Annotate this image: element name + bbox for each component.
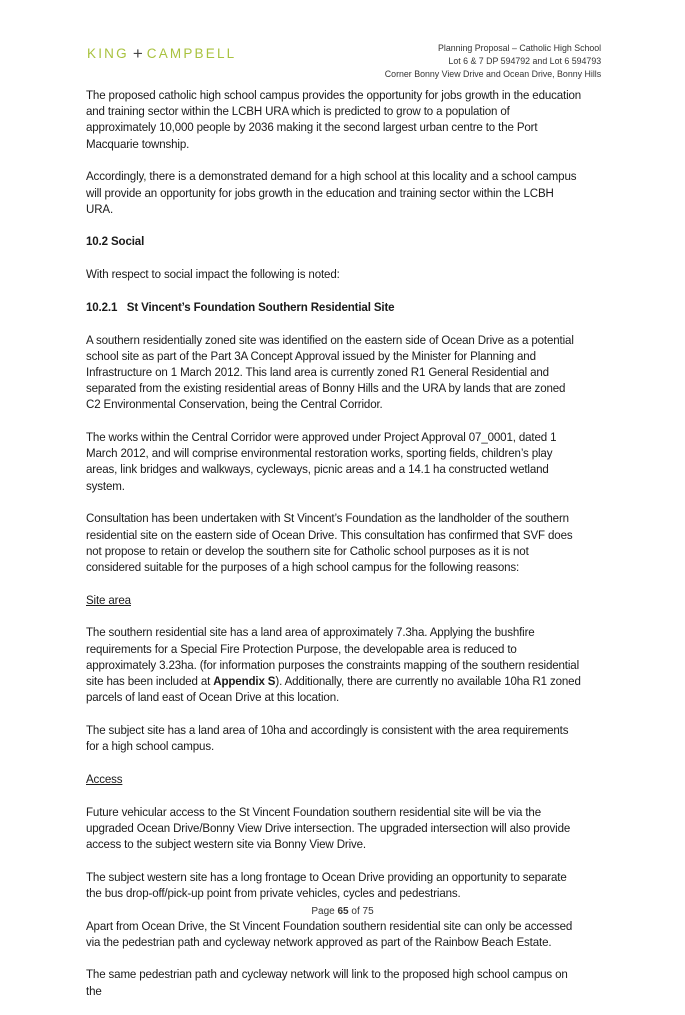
- subheading-site-area: Site area: [86, 592, 131, 607]
- paragraph-pedestrian-access: Apart from Ocean Drive, the St Vincent Foundation southern residential site can only be accessed via the pedestrian path and cycleway network approved as part of the Rainbow Beach Estate.: [86, 918, 573, 949]
- page-number: 65: [337, 906, 349, 917]
- paragraph-subject-site-area: The subject site has a land area of 10ha and accordingly is consistent with the area requirements for a high school campus.: [86, 722, 569, 754]
- paragraph-site-area: [86, 624, 583, 705]
- header-address: Corner Bonny View Drive and Ocean Drive, Bonny Hills: [384, 68, 601, 79]
- logo-text-king: KING: [87, 46, 129, 61]
- document-body: [86, 87, 583, 1015]
- site-area-text-2: ). Additionally, there are currently no available 10ha R1 zoned parcels of land east of Ocean Drive at this location.: [86, 673, 581, 705]
- footer-of: of: [348, 906, 363, 917]
- subheading-access: Access: [86, 771, 123, 786]
- paragraph-social-intro: With respect to social impact the following is noted:: [86, 267, 340, 282]
- document-header: [385, 41, 601, 80]
- logo-text-campbell: CAMPBELL: [146, 46, 237, 61]
- company-logo: [87, 43, 236, 63]
- paragraph-consultation: Consultation has been undertaken with St Vincent’s Foundation as the landholder of the southern residential site on the eastern side of Ocean Drive. This consultation has confirmed that SVF does not propose to retain or develop the southern site for Catholic school purposes as it is not considered suitable for the purposes of a high school campus for the following reasons:: [86, 511, 573, 574]
- header-lot: Lot 6 & 7 DP 594792 and Lot 6 594793: [448, 55, 601, 66]
- paragraph-southern-site: A southern residentially zoned site was identified on the eastern side of Ocean Drive as a potential school site as part of the Part 3A Concept Approval issued by the Minister for Planning and Infrastructure on 1 March 2012. This land area is currently zoned R1 General Residential and separated from the existing residential areas of Bonny Hills and the URA by lands that are zoned C2 Environmental Conservation, being the Central Corridor.: [86, 332, 574, 412]
- heading-st-vincent: [86, 299, 583, 315]
- paragraph-demand: Accordingly, there is a demonstrated demand for a high school at this locality and a school campus will provide an opportunity for jobs growth in the education and training sector within the LCBH URA.: [86, 169, 577, 216]
- heading-social: 10.2 Social: [86, 234, 145, 249]
- header-title: Planning Proposal – Catholic High School: [437, 42, 601, 53]
- page-footer: [0, 906, 685, 917]
- paragraph-vehicular-access: Future vehicular access to the St Vincent Foundation southern residential site will be via the upgraded Ocean Drive/Bonny View Drive intersection. The upgraded intersection will also provide access to the subject western site via Bonny View Drive.: [86, 804, 571, 851]
- page-total: 75: [362, 906, 374, 917]
- appendix-reference: Appendix S: [213, 673, 276, 688]
- paragraph-central-corridor: The works within the Central Corridor were approved under Project Approval 07_0001, dated 1 March 2012, and will comprise environmental restoration works, sporting fields, children’s play areas, link bridges and walkways, cycleways, picnic areas and a 14.1 ha constructed wetland system.: [86, 430, 557, 493]
- heading-number: 10.2.1: [86, 299, 118, 314]
- paragraph-frontage: The subject western site has a long frontage to Ocean Drive providing an opportunity to separate the bus drop-off/pick-up point from private vehicles, cycles and pedestrians.: [86, 869, 567, 900]
- footer-prefix: Page: [311, 906, 338, 917]
- paragraph-jobs-growth: The proposed catholic high school campus provides the opportunity for jobs growth in the education and training sector within the LCBH URA which is predicted to grow to a population of approximately 10,000 people by 2036 making it the second largest urban centre to the Port Macquarie township.: [86, 88, 582, 151]
- site-area-text-1: The southern residential site has a land area of approximately 7.3ha. Applying the bushfire requirements for a Special Fire Protection Purpose, the developable area is reduced to approximately 3.23ha. (for information purposes the constraints mapping of the southern residential site has been included at: [86, 625, 580, 688]
- logo-plus: +: [132, 44, 143, 63]
- heading-title: St Vincent’s Foundation Southern Residential Site: [126, 299, 395, 314]
- paragraph-cycleway: The same pedestrian path and cycleway network will link to the proposed high school campus on the: [86, 967, 568, 998]
